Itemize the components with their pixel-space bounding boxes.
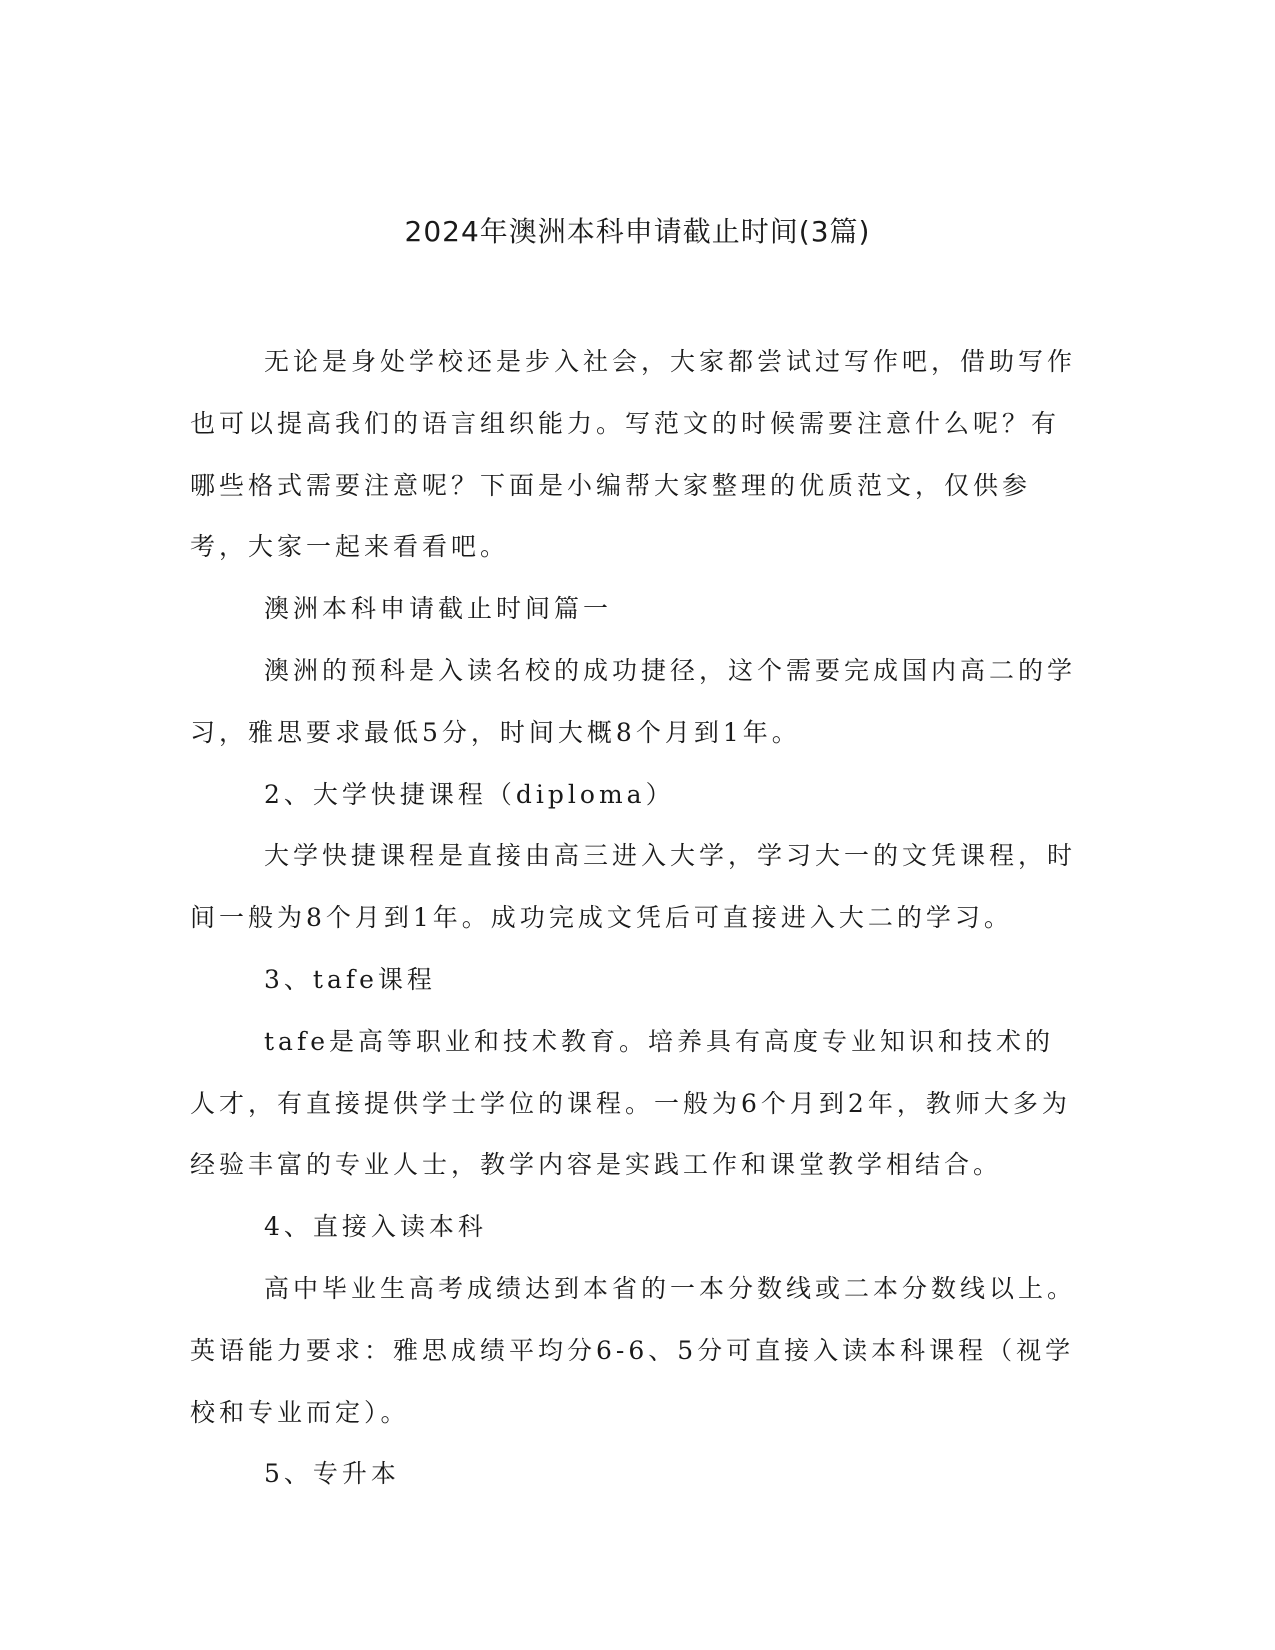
list-heading-2: 2、大学快捷课程（diploma） [264,779,675,809]
section-heading-1: 澳洲本科申请截止时间篇一 [264,594,613,624]
document-body [190,331,1080,1505]
body-paragraph: 高中毕业生高考成绩达到本省的一本分数线或二本分数线以上。英语能力要求：雅思成绩平均分6-6、5分可直接入读本科课程（视学校和专业而定）。 [190,1273,1077,1427]
list-heading-3: 3、tafe课程 [264,964,436,994]
document-title: 2024年澳洲本科申请截止时间(3篇) [404,215,871,248]
body-paragraph: 大学快捷课程是直接由高三进入大学，学习大一的文凭课程，时间一般为8个月到1年。成功完成文凭后可直接进入大二的学习。 [190,841,1077,933]
body-paragraph: tafe是高等职业和技术教育。培养具有高度专业知识和技术的人才，有直接提供学士学位的课程。一般为6个月到2年，教师大多为经验丰富的专业人士，教学内容是实践工作和课堂教学相结合。 [190,1026,1071,1180]
body-paragraph: 澳洲的预科是入读名校的成功捷径，这个需要完成国内高二的学习，雅思要求最低5分，时间大概8个月到1年。 [190,655,1077,747]
list-heading-5: 5、专升本 [264,1459,400,1489]
list-heading-4: 4、直接入读本科 [264,1212,487,1242]
intro-paragraph: 无论是身处学校还是步入社会，大家都尝试过写作吧，借助写作也可以提高我们的语言组织能力。写范文的时候需要注意什么呢？有哪些格式需要注意呢？下面是小编帮大家整理的优质范文，仅供参考，大家一起来看看吧。 [190,347,1077,562]
